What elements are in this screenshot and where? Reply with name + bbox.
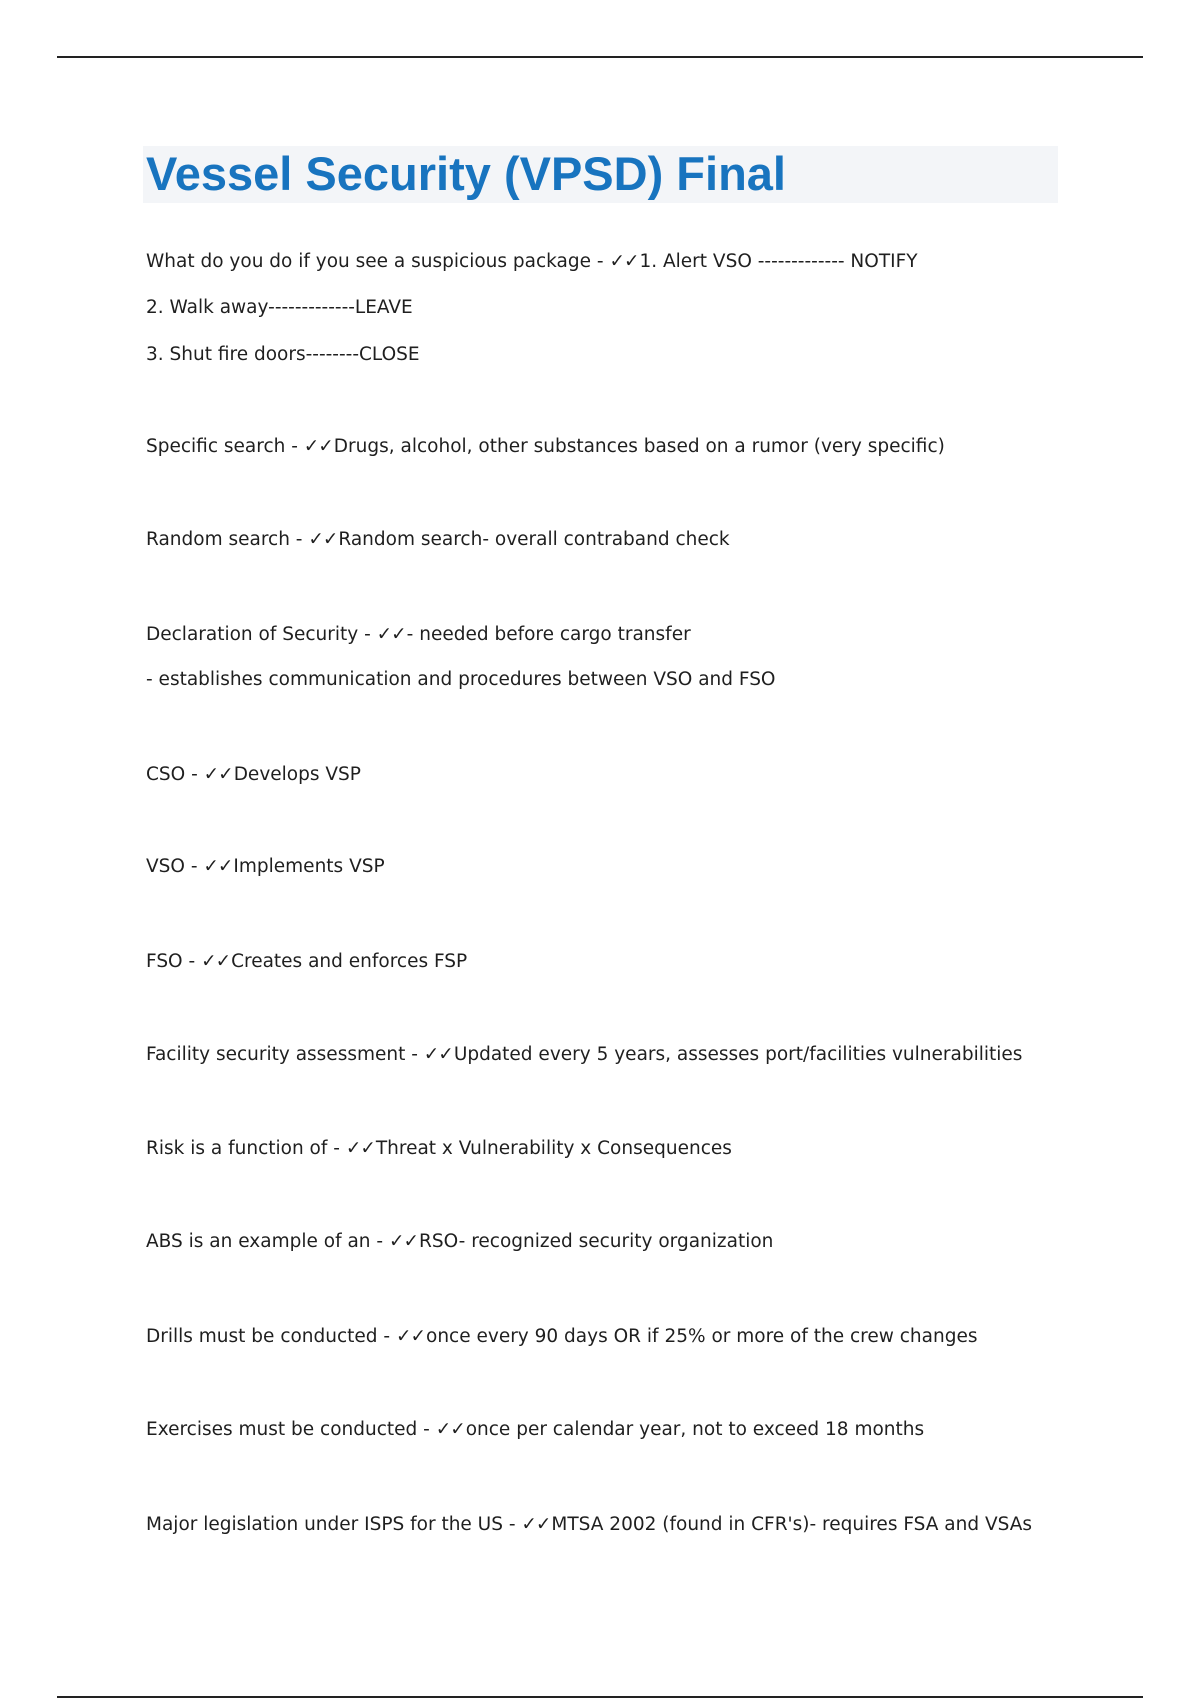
card-term: CSO -: [146, 764, 204, 785]
card-line: [146, 528, 730, 552]
card-answer: 1. Alert VSO ------------- NOTIFY: [639, 251, 918, 272]
card-line: [146, 250, 918, 274]
card-term: ABS is an example of an -: [146, 1231, 389, 1252]
double-check-icon: ✓✓: [435, 1419, 465, 1440]
card-answer: Creates and enforces FSP: [231, 951, 468, 972]
card-answer: RSO- recognized security organization: [418, 1231, 774, 1252]
card-answer-line: - establishes communication and procedures between VSO and FSO: [146, 669, 776, 690]
card-answer: Implements VSP: [233, 856, 385, 877]
card-term: Risk is a function of -: [146, 1138, 346, 1159]
card-term: Drills must be conducted -: [146, 1326, 396, 1347]
card-term: Major legislation under ISPS for the US -: [146, 1514, 522, 1535]
card-answer: Random search- overall contraband check: [338, 529, 730, 550]
card-answer: MTSA 2002 (found in CFR's)- requires FSA and VSAs: [551, 1514, 1032, 1535]
card-line: [146, 1230, 773, 1254]
double-check-icon: ✓✓: [345, 1138, 375, 1159]
double-check-icon: ✓✓: [203, 764, 233, 785]
card-term: Random search -: [146, 529, 309, 550]
bottom-rule: [57, 1696, 1143, 1698]
card-answer: once per calendar year, not to exceed 18 months: [465, 1419, 925, 1440]
double-check-icon: ✓✓: [396, 1326, 426, 1347]
double-check-icon: ✓✓: [201, 951, 231, 972]
top-rule: [57, 56, 1143, 58]
card-answer: once every 90 days OR if 25% or more of the crew changes: [426, 1326, 978, 1347]
card-line: [146, 763, 361, 787]
card-answer-line: 2. Walk away-------------LEAVE: [146, 297, 413, 318]
double-check-icon: ✓✓: [303, 436, 333, 457]
double-check-icon: ✓✓: [521, 1514, 551, 1535]
card-term: Declaration of Security -: [146, 624, 377, 645]
card-answer: Develops VSP: [233, 764, 361, 785]
double-check-icon: ✓✓: [203, 856, 233, 877]
page-title: Vessel Security (VPSD) Final: [146, 147, 786, 200]
card-line: [146, 1418, 924, 1442]
double-check-icon: ✓✓: [376, 624, 406, 645]
card-line: [146, 623, 691, 647]
card-term: VSO -: [146, 856, 204, 877]
card-term: Specific search -: [146, 436, 304, 457]
card-line: [146, 950, 467, 974]
card-answer: Updated every 5 years, assesses port/facilities vulnerabilities: [453, 1044, 1023, 1065]
card-line: [146, 1513, 1032, 1537]
card-line: [146, 855, 385, 879]
card-term: Exercises must be conducted -: [146, 1419, 436, 1440]
double-check-icon: ✓✓: [308, 529, 338, 550]
card-line: [146, 1137, 732, 1161]
card-line: [146, 435, 945, 459]
card-answer-line: 3. Shut fire doors--------CLOSE: [146, 344, 420, 365]
card-term: What do you do if you see a suspicious package -: [146, 251, 610, 272]
card-answer: - needed before cargo transfer: [406, 624, 691, 645]
double-check-icon: ✓✓: [609, 251, 639, 272]
card-answer: Threat x Vulnerability x Consequences: [375, 1138, 732, 1159]
card-term: Facility security assessment -: [146, 1044, 424, 1065]
card-line: [146, 1325, 977, 1349]
card-answer: Drugs, alcohol, other substances based on a rumor (very specific): [333, 436, 945, 457]
card-term: FSO -: [146, 951, 202, 972]
card-line: [146, 1043, 1022, 1067]
double-check-icon: ✓✓: [388, 1231, 418, 1252]
double-check-icon: ✓✓: [423, 1044, 453, 1065]
